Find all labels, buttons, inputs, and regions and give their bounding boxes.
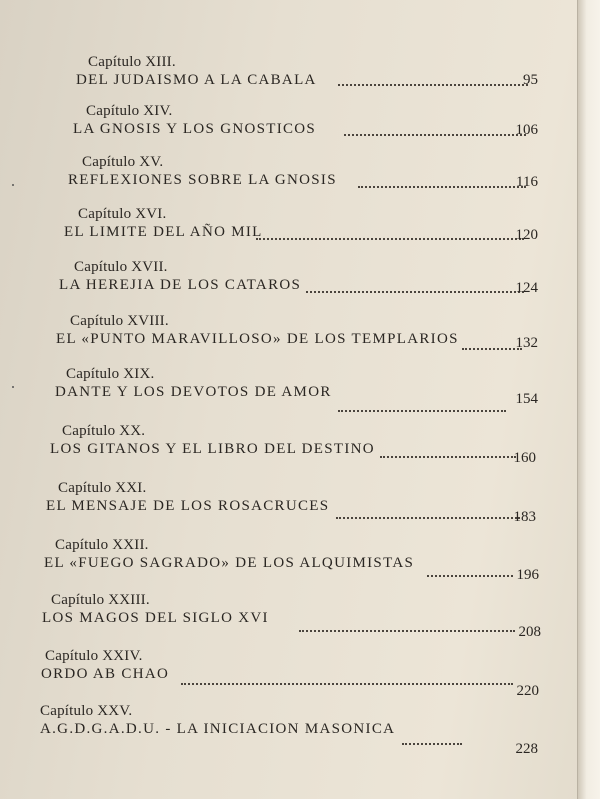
chapter-label: Capítulo XVIII. [70, 313, 169, 329]
page-number: 208 [518, 624, 541, 640]
page-number: 132 [515, 335, 538, 351]
chapter-label: Capítulo XIX. [66, 366, 155, 382]
margin-mark [12, 184, 14, 186]
chapter-title: EL MENSAJE DE LOS ROSACRUCES [46, 498, 330, 514]
chapter-title: REFLEXIONES SOBRE LA GNOSIS [68, 172, 337, 188]
chapter-label: Capítulo XXII. [55, 537, 149, 553]
chapter-label: Capítulo XIV. [86, 103, 173, 119]
chapter-title: DEL JUDAISMO A LA CABALA [76, 72, 317, 88]
chapter-title: EL LIMITE DEL AÑO MIL [64, 224, 263, 240]
chapter-title: LA HEREJIA DE LOS CATAROS [59, 277, 302, 293]
chapter-label: Capítulo XXIII. [51, 592, 150, 608]
toc-entry-22 [44, 537, 575, 583]
chapter-label: Capítulo XVII. [74, 259, 168, 275]
page-number: 120 [515, 227, 538, 243]
margin-mark [12, 386, 14, 388]
leader-dots [181, 683, 513, 685]
chapter-label: Capítulo XXIV. [45, 648, 143, 664]
page-number: 196 [516, 567, 539, 583]
leader-dots [256, 238, 524, 240]
chapter-title: DANTE Y LOS DEVOTOS DE AMOR [55, 384, 332, 400]
page-number: 160 [513, 450, 536, 466]
page-number: 154 [515, 391, 538, 407]
toc-entry-24 [41, 648, 565, 699]
chapter-label: Capítulo XXV. [40, 703, 133, 719]
chapter-title: ORDO AB CHAO [41, 666, 170, 682]
chapter-label: Capítulo XX. [62, 423, 146, 439]
toc-entry-13 [76, 54, 600, 88]
leader-dots [402, 743, 462, 745]
toc-entry-20 [50, 423, 582, 466]
toc-entry-19 [55, 366, 586, 407]
page-number: 183 [513, 509, 536, 525]
toc-entry-16 [64, 206, 598, 243]
toc-entry-23 [42, 592, 571, 640]
page-number: 124 [515, 280, 538, 296]
page-number: 95 [523, 72, 538, 88]
toc-entry-17 [59, 259, 594, 296]
leader-dots [299, 630, 515, 632]
toc-entry-25 [40, 703, 560, 757]
toc-entry-14 [73, 103, 600, 138]
toc-entry-15 [68, 154, 600, 190]
chapter-title: LOS MAGOS DEL SIGLO XVI [42, 610, 269, 626]
leader-dots [338, 410, 506, 412]
page-number: 228 [515, 741, 538, 757]
chapter-title: EL «FUEGO SAGRADO» DE LOS ALQUIMISTAS [44, 555, 415, 571]
chapter-title: A.G.D.G.A.D.U. - LA INICIACION MASONICA [40, 721, 396, 737]
chapter-label: Capítulo XVI. [78, 206, 167, 222]
chapter-label: Capítulo XV. [82, 154, 164, 170]
page-gutter [577, 0, 600, 799]
toc-entry-21 [46, 480, 578, 525]
page-number: 220 [516, 683, 539, 699]
chapter-title: LOS GITANOS Y EL LIBRO DEL DESTINO [50, 441, 375, 457]
chapter-title: EL «PUNTO MARAVILLOSO» DE LOS TEMPLARIOS [56, 331, 459, 347]
toc-entry-18 [56, 313, 590, 351]
leader-dots [336, 517, 520, 519]
page-number: 106 [515, 122, 538, 138]
chapter-title: LA GNOSIS Y LOS GNOSTICOS [73, 121, 317, 137]
chapter-label: Capítulo XXI. [58, 480, 147, 496]
chapter-label: Capítulo XIII. [88, 54, 176, 70]
leader-dots [306, 291, 524, 293]
page-number: 116 [516, 174, 538, 190]
